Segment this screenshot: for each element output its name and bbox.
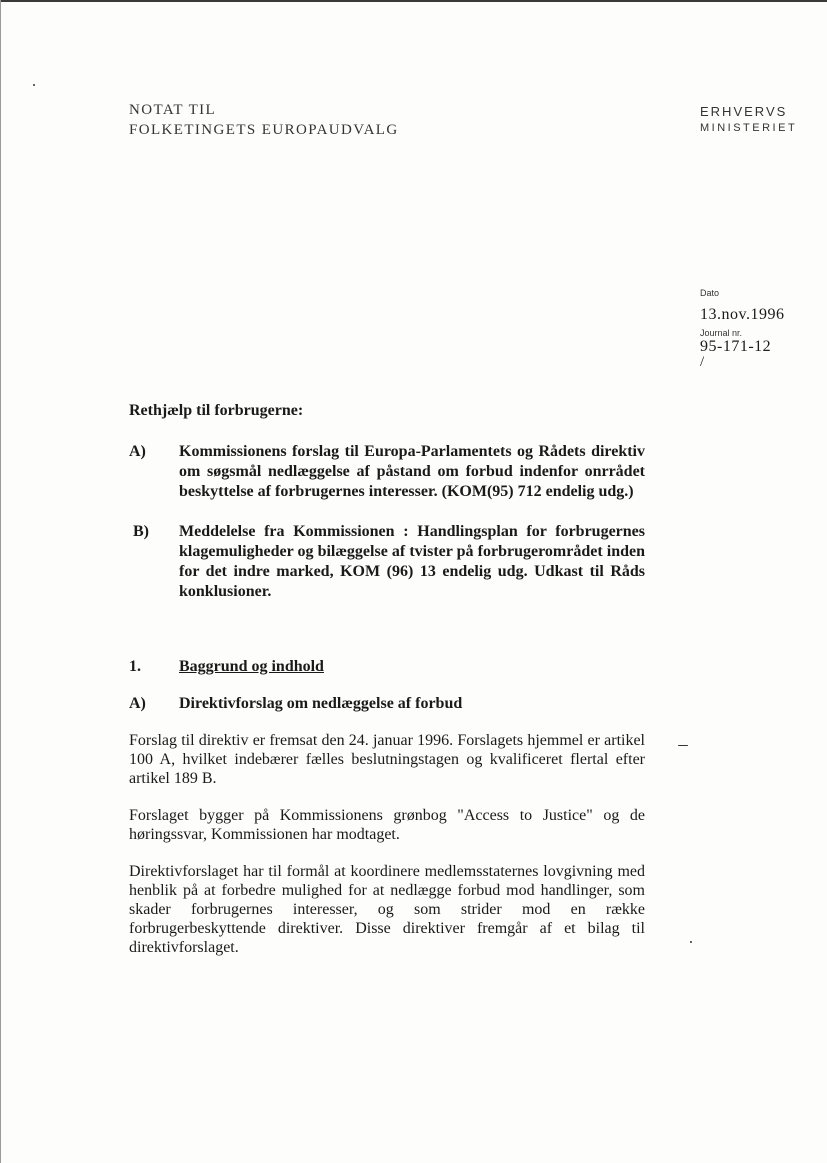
list-item <box>129 522 645 602</box>
item-letter: A) <box>129 443 146 460</box>
ministry-logo <box>700 104 797 136</box>
top-scan-border <box>0 0 827 2</box>
date-value: 13.nov.1996 <box>700 306 785 323</box>
section-number: 1. <box>129 658 141 675</box>
section-heading <box>129 658 645 676</box>
left-scan-border <box>0 0 1 1163</box>
addressee-line-2: FOLKETINGETS EUROPAUDVALG <box>129 122 399 138</box>
section-title: Baggrund og indhold <box>179 658 324 675</box>
addressee-line-1: NOTAT TIL <box>129 102 217 118</box>
item-text: Kommissionens forslag til Europa-Parlamentets og Rådets direktiv om søgsmål nedlæggelse af påstand om forbud indenfor onrrådet beskyttelse af forbrugernes interesser. (KOM(95) 712 endelig udg.) <box>179 443 645 500</box>
journal-label: Journal nr. <box>700 328 743 338</box>
list-item <box>129 442 645 502</box>
item-text: Meddelelse fra Kommissionen : Handlingsplan for forbrugernes klagemuligheder og bilæggelse af tvister på forbrugerområdet inden for det indre marked, KOM (96) 13 endelig udg. Udkast til Råds konklusioner. <box>179 523 645 600</box>
subsection-title: Direktivforslag om nedlæggelse af forbud <box>179 695 463 712</box>
addressee-block <box>129 100 399 140</box>
ministry-line-2: MINISTERIET <box>700 122 798 134</box>
scan-speck <box>33 84 35 86</box>
journal-value: 95-171-12 <box>700 338 772 355</box>
item-letter: B) <box>133 523 149 540</box>
subsection-letter: A) <box>129 695 146 712</box>
date-label: Dato <box>700 288 720 298</box>
scan-speck <box>678 745 688 746</box>
subject-heading: Rethjælp til forbrugerne: <box>129 402 304 419</box>
document-body <box>129 402 645 975</box>
journal-suffix: / <box>700 354 705 370</box>
body-paragraph: Direktivforslaget har til formål at koordinere medlemsstaternes lovgivning med henblik på at forbedre mulighed for at nedlægge forbud mod handlinger, som skader forbrugernes interesser, og som strider mod en række forbrugerbeskyttende direktiver. Disse direktiver fremgår af et bilag til direktivforslaget. <box>129 863 645 956</box>
document-meta <box>700 288 784 371</box>
subsection-heading <box>129 695 645 713</box>
body-paragraph: Forslaget bygger på Kommissionens grønbog "Access to Justice" og de høringssvar, Kommissionen har modtaget. <box>129 807 645 843</box>
body-paragraph: Forslag til direktiv er fremsat den 24. januar 1996. Forslagets hjemmel er artikel 100 A, hvilket indebærer fælles beslutningstagen og kvalificeret flertal efter artikel 189 B. <box>129 732 645 787</box>
scan-speck <box>690 941 692 943</box>
ministry-line-1: ERHVERVS <box>700 104 788 119</box>
